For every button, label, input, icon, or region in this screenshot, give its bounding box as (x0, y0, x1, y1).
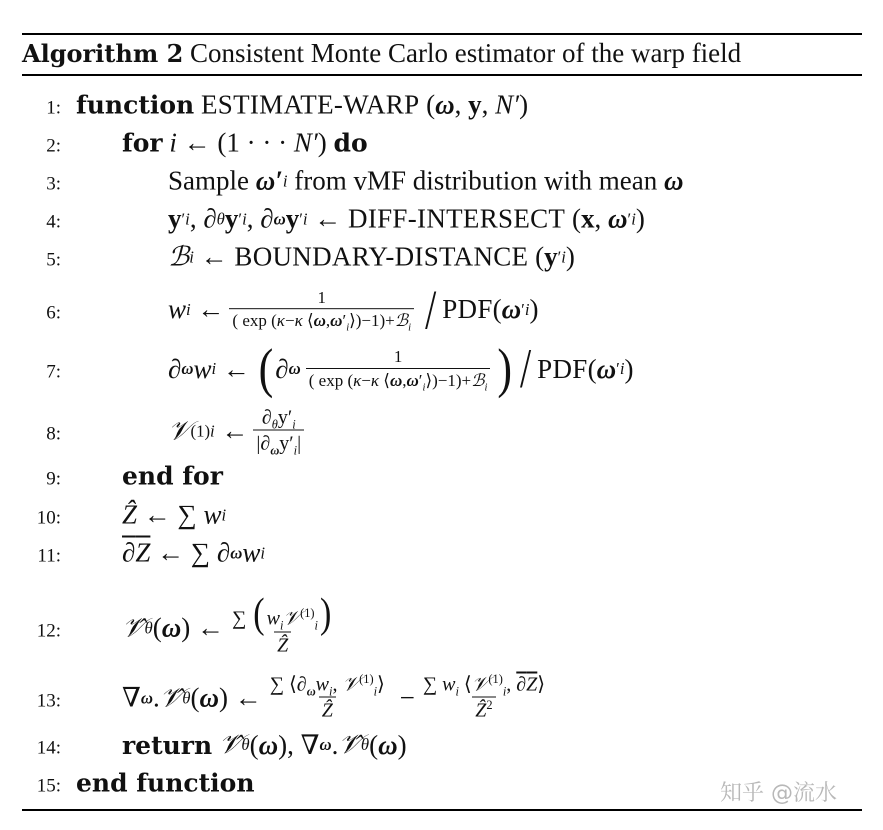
weight-fraction: $\frac{1}{( \exp (\kappa-\kappa ⟨\omega,\omega'_i⟩)-1)+ℬ_i}$ (229, 288, 414, 332)
line-number: 1: (46, 97, 61, 119)
line-code: 𝒱̂ θ ( ω ) ← $\frac{\sum ( w_i𝒱^{(1)}_i)}{\text{Ẑ}}$ (122, 598, 341, 659)
algo-line-1 (0, 86, 883, 124)
divergence-fraction-1: $\frac{\sum ⟨\partial_\omega w_i, 𝒱^{(1)}_i⟩}{\text{Ẑ}}$ (269, 671, 385, 722)
keyword-for: for (122, 128, 163, 158)
line-number: 12: (36, 620, 61, 642)
line-number: 11: (37, 545, 61, 567)
line-code: 𝒱 (1) i ← $\frac{\partial_\theta y'_i}{|\partial_\omega y'_i|}$ (168, 406, 309, 457)
line-number: 8: (46, 423, 61, 445)
line-code: w i ← $\frac{1}{( \exp (\kappa-\kappa ⟨\omega,\omega'_i⟩)-1)+ℬ_i}$ / PDF ( ω ′ i ) (168, 277, 539, 341)
line-code: y ′ i , ∂ θ y ′ i , ∂ ω y ′ i ← DIFF-INTERSECT ( x , ω ′ i ) (168, 203, 645, 234)
keyword-return: return (122, 730, 213, 760)
algo-line-4 (0, 200, 883, 238)
line-number: 14: (36, 737, 61, 759)
line-code: ∇ ω . 𝒱̂ θ ( ω ) ← $\frac{\sum ⟨\partial_\omega w_i, 𝒱^{(1)}_i⟩}{\text{Ẑ}}$ − $\frac{\sum w_i ⟨𝒱^{(1)}_i, \partial Z⟩}{Ẑ^2}$ (122, 673, 553, 724)
proc-estimate-warp: ESTIMATE-WARP (200, 89, 420, 120)
algo-line-7 (0, 336, 883, 400)
bottom-rule (22, 809, 862, 811)
keyword-end-for: end for (122, 461, 223, 491)
text-sample: Sample (168, 165, 249, 196)
line-number: 13: (36, 690, 61, 712)
line-number: 15: (36, 775, 61, 797)
line-code: ℬ i ← BOUNDARY-DISTANCE ( y ′ i ) (168, 241, 575, 272)
proc-pdf: PDF (537, 353, 588, 384)
warp-fraction: $\frac{\partial_\theta y'_i}{|\partial_\omega y'_i|}$ (253, 406, 304, 457)
top-rule (22, 33, 862, 35)
line-code: ∂ ω w i ← ( ∂ ω $\frac{1}{( \exp (\kappa-\kappa ⟨\omega,\omega'_i⟩)-1)+ℬ_i}$ ) / PDF ( ω ′ i ) (168, 336, 634, 400)
divergence-fraction-2: $\frac{\sum w_i ⟨𝒱^{(1)}_i, \partial Z⟩}{Ẑ^2}$ (422, 671, 546, 722)
watermark: 知乎 @流水 (720, 781, 837, 806)
caption-rule (22, 74, 862, 76)
line-number: 9: (46, 468, 61, 490)
algo-line-6 (0, 277, 883, 341)
line-code: for i ← (1 · · · N′ ) do (122, 127, 368, 158)
keyword-end-function: end function (76, 768, 255, 798)
line-code: Sample ω′ i from vMF distribution with mean ω (168, 165, 684, 196)
line-code (122, 462, 223, 491)
line-number: 6: (46, 302, 61, 324)
algo-line-11 (0, 534, 883, 572)
algo-line-9 (0, 457, 883, 495)
weight-derivative-fraction: $\frac{1}{( \exp (\kappa-\kappa ⟨\omega,\omega'_i⟩)-1)+ℬ_i}$ (306, 347, 491, 391)
line-code: function ESTIMATE-WARP ( ω , y , N′ ) (76, 89, 529, 120)
algo-line-14 (0, 726, 883, 764)
keyword-function: function (76, 90, 195, 120)
line-number: 3: (46, 173, 61, 195)
line-code: ∂Z ← ∑ ∂ ω w i (122, 537, 265, 568)
algo-line-2 (0, 124, 883, 162)
algorithm-title: Consistent Monte Carlo estimator of the warp field (190, 38, 742, 68)
line-number: 4: (46, 211, 61, 233)
algo-line-3 (0, 162, 883, 200)
algo-line-5 (0, 238, 883, 276)
estimator-fraction: $\frac{\sum ( w_i𝒱^{(1)}_i)}{\text{Ẑ}}$ (232, 590, 332, 657)
proc-boundary-distance: BOUNDARY-DISTANCE (234, 241, 529, 272)
algo-line-8 (0, 406, 883, 456)
line-number: 5: (46, 249, 61, 271)
line-code: Ẑ ← ∑ w i (122, 499, 227, 530)
line-number: 7: (46, 361, 61, 383)
algorithm-caption (22, 38, 741, 69)
proc-diff-intersect: DIFF-INTERSECT (348, 203, 566, 234)
proc-pdf: PDF (442, 294, 493, 325)
keyword-do: do (333, 128, 368, 158)
text-from-vmf: from vMF distribution with mean (294, 165, 658, 196)
line-code: return 𝒱̂ θ ( ω ), ∇ ω . 𝒱̂ θ ( ω ) (122, 729, 407, 760)
algorithm-label: Algorithm 2 (22, 39, 184, 68)
line-number: 10: (36, 507, 61, 529)
algo-line-13 (0, 670, 883, 726)
line-code (76, 769, 255, 798)
algo-line-12 (0, 588, 883, 668)
algo-line-10 (0, 496, 883, 534)
line-number: 2: (46, 135, 61, 157)
